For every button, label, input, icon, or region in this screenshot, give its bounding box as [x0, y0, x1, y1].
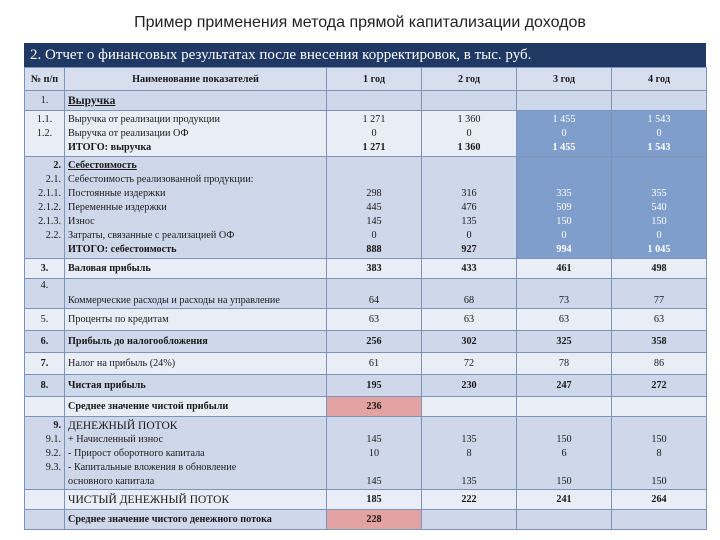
- header-year-2: 2 год: [422, 68, 517, 91]
- row-num: 7.: [25, 353, 65, 375]
- row-num: 1.1. 1.2.: [25, 111, 65, 157]
- row-num: 3.: [25, 259, 65, 279]
- row-name: Валовая прибыль: [65, 259, 327, 279]
- net-cash-flow-label: ЧИСТЫЙ ДЕНЕЖНЫЙ ПОТОК: [65, 490, 327, 510]
- cell-year-4: 86: [612, 353, 707, 375]
- cell-year-4-highlighted: 355 540 150 0 1 045: [612, 157, 707, 259]
- slide-title: Пример применения метода прямой капитализации доходов: [134, 14, 586, 31]
- header-year-3: 3 год: [517, 68, 612, 91]
- cell-year-2: 433: [422, 259, 517, 279]
- cell-year-2: 68: [422, 279, 517, 309]
- avg-cash-flow-value: 228: [327, 510, 422, 530]
- table-row: [25, 375, 707, 397]
- cell-year-1: 256: [327, 331, 422, 353]
- cell-year-1: 383: [327, 259, 422, 279]
- cell-year-4-highlighted: 1 543 0 1 543: [612, 111, 707, 157]
- table-row: [25, 259, 707, 279]
- cell-year-3: 325: [517, 331, 612, 353]
- table-header-row: [25, 68, 707, 91]
- table-banner: 2. Отчет о финансовых результатах после внесения корректировок, в тыс. руб.: [24, 43, 706, 67]
- table-row: [25, 91, 707, 111]
- header-year-4: 4 год: [612, 68, 707, 91]
- row-num: 1.: [25, 91, 65, 111]
- cell-year-4: 77: [612, 279, 707, 309]
- avg-profit-label: Среднее значение чистой прибыли: [65, 397, 327, 417]
- cell-year-1: 64: [327, 279, 422, 309]
- table-row: [25, 417, 707, 490]
- avg-cash-flow-label: Среднее значение чистого денежного потока: [65, 510, 327, 530]
- cell-year-3-highlighted: 1 455 0 1 455: [517, 111, 612, 157]
- cell-year-1: 63: [327, 309, 422, 331]
- cell-year-4: 358: [612, 331, 707, 353]
- cell-year-3: 78: [517, 353, 612, 375]
- row-num: 6.: [25, 331, 65, 353]
- cell-year-2: 72: [422, 353, 517, 375]
- cell-year-3: 63: [517, 309, 612, 331]
- cell-year-4: 150 8 150: [612, 417, 707, 490]
- table-row: [25, 397, 707, 417]
- cell-year-2: 135 8 135: [422, 417, 517, 490]
- cell-year-1: 298 445 145 0 888: [327, 157, 422, 259]
- row-name: Налог на прибыль (24%): [65, 353, 327, 375]
- row-name: ДЕНЕЖНЫЙ ПОТОК + Начисленный износ - Прирост оборотного капитала - Капитальные вложения в обновление основного капитала: [65, 417, 327, 490]
- table-row: [25, 353, 707, 375]
- row-name: Чистая прибыль: [65, 375, 327, 397]
- cell-year-3-highlighted: 335 509 150 0 994: [517, 157, 612, 259]
- row-num: 8.: [25, 375, 65, 397]
- row-num: 4.: [25, 279, 65, 309]
- row-name: Прибыль до налогообложения: [65, 331, 327, 353]
- cell-year-1: 145 10 145: [327, 417, 422, 490]
- cell-year-2: 1 360 0 1 360: [422, 111, 517, 157]
- row-num: 5.: [25, 309, 65, 331]
- cell-year-2: 230: [422, 375, 517, 397]
- cell-year-4: 498: [612, 259, 707, 279]
- header-year-1: 1 год: [327, 68, 422, 91]
- cell-year-1: 185: [327, 490, 422, 510]
- table-row: [25, 279, 707, 309]
- cell-year-1: 1 271 0 1 271: [327, 111, 422, 157]
- row-num: 2. 2.1. 2.1.1. 2.1.2. 2.1.3. 2.2.: [25, 157, 65, 259]
- cell-year-2: 63: [422, 309, 517, 331]
- cell-year-1: 61: [327, 353, 422, 375]
- cell-year-3: 241: [517, 490, 612, 510]
- row-name: Проценты по кредитам: [65, 309, 327, 331]
- cell-year-4: 63: [612, 309, 707, 331]
- cell-year-3: 461: [517, 259, 612, 279]
- table-row: [25, 157, 707, 259]
- header-num: № п/п: [25, 68, 65, 91]
- table-row: [25, 490, 707, 510]
- cell-year-4: 264: [612, 490, 707, 510]
- row-name: Выручка: [65, 91, 327, 111]
- cell-year-2: 222: [422, 490, 517, 510]
- cell-year-1: 195: [327, 375, 422, 397]
- cell-year-3: 73: [517, 279, 612, 309]
- financial-results-table: [24, 67, 707, 530]
- table-row: [25, 510, 707, 530]
- cell-year-3: 150 6 150: [517, 417, 612, 490]
- table-row: [25, 111, 707, 157]
- table-row: [25, 309, 707, 331]
- row-num: 9. 9.1. 9.2. 9.3.: [25, 417, 65, 490]
- row-name: Коммерческие расходы и расходы на управление: [65, 279, 327, 309]
- cell-year-3: 247: [517, 375, 612, 397]
- row-name: Выручка от реализации продукции Выручка от реализации ОФ ИТОГО: выручка: [65, 111, 327, 157]
- cell-year-2: 302: [422, 331, 517, 353]
- avg-profit-value: 236: [327, 397, 422, 417]
- cell-year-4: 272: [612, 375, 707, 397]
- header-name: Наименование показателей: [65, 68, 327, 91]
- cell-year-2: 316 476 135 0 927: [422, 157, 517, 259]
- row-name: Себестоимость Себестоимость реализованной продукции: Постоянные издержки Переменные издержки Износ Затраты, связанные с реализацией ОФ ИТОГО: себестоимость: [65, 157, 327, 259]
- table-row: [25, 331, 707, 353]
